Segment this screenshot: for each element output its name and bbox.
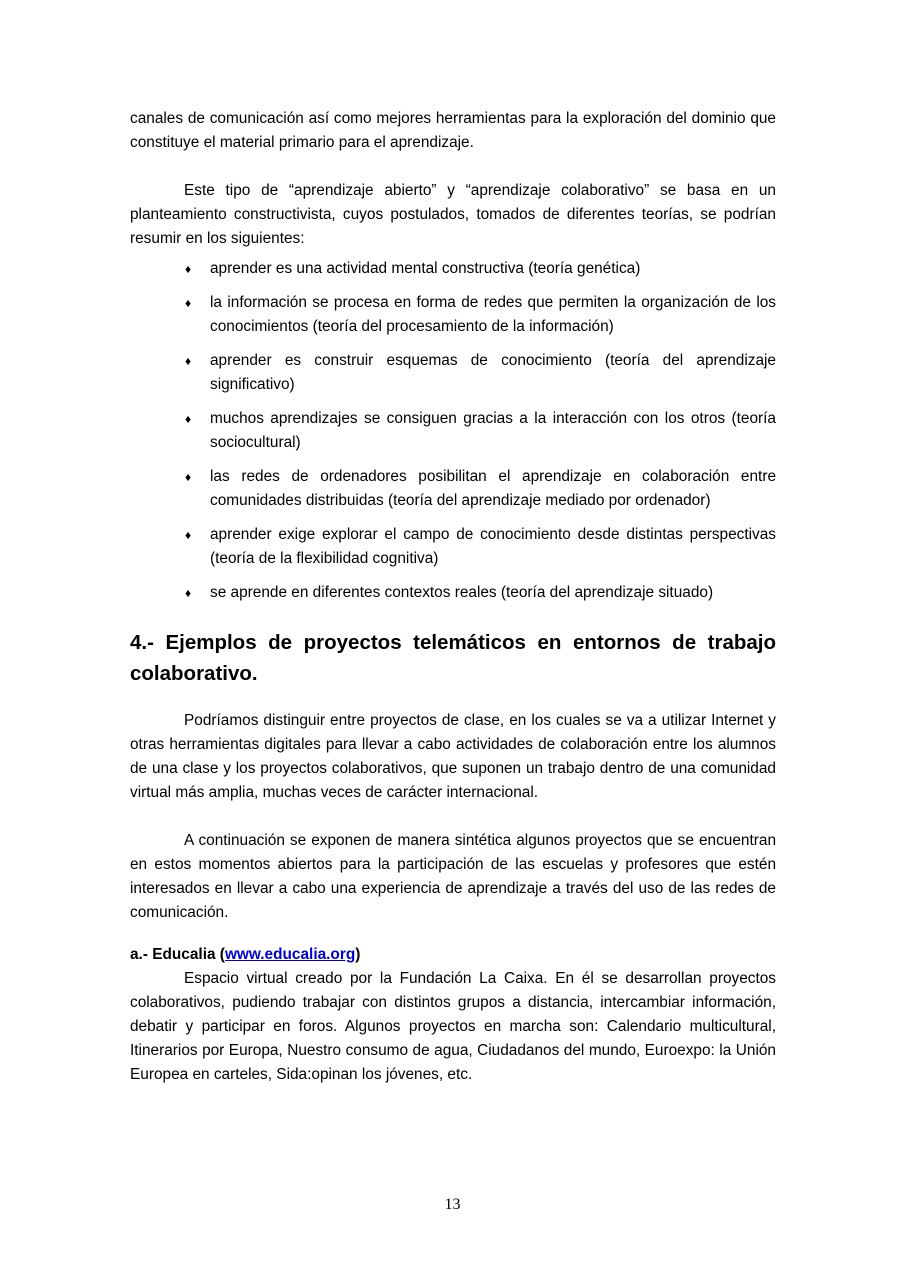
paragraph-project-types: Podríamos distinguir entre proyectos de clase, en los cuales se va a utilizar Internet y otras herramientas digitales para llevar a cabo actividades de colaboración entre los alumnos de una clase y los proyectos colaborativos, que suponen un trabajo dentro de una comunidad virtual más amplia, muchas veces de carácter internacional. [130,712,776,801]
diamond-bullet-icon: ♦ [185,354,192,368]
diamond-bullet-icon: ♦ [185,586,192,600]
diamond-bullet-icon: ♦ [185,412,192,426]
list-item: ♦ muchos aprendizajes se consiguen gracias a la interacción con los otros (teoría sociocultural) [210,407,776,455]
list-item: ♦ las redes de ordenadores posibilitan el aprendizaje en colaboración entre comunidades distribuidas (teoría del aprendizaje mediado por ordenador) [210,465,776,513]
paragraph-constructivist: Este tipo de “aprendizaje abierto” y “aprendizaje colaborativo” se basa en un planteamiento constructivista, cuyos postulados, tomados de diferentes teorías, se podrían resumir en los siguientes: [130,182,776,247]
list-item: ♦ aprender es construir esquemas de conocimiento (teoría del aprendizaje significativo) [210,349,776,397]
paragraph-intro: canales de comunicación así como mejores herramientas para la exploración del dominio que constituye el material primario para el aprendizaje. [130,110,776,151]
document-page [130,107,776,1087]
diamond-bullet-icon: ♦ [185,296,192,310]
page-number: 13 [444,1196,461,1213]
list-item: ♦ aprender exige explorar el campo de conocimiento desde distintas perspectivas (teoría de la flexibilidad cognitiva) [210,523,776,571]
section-heading: 4.- Ejemplos de proyectos telemáticos en entornos de trabajo colaborativo. [130,631,776,685]
diamond-bullet-icon: ♦ [185,528,192,542]
list-item: ♦ se aprende en diferentes contextos reales (teoría del aprendizaje situado) [210,581,776,605]
list-item: ♦ aprender es una actividad mental constructiva (teoría genética) [210,257,776,281]
list-item: ♦ la información se procesa en forma de redes que permiten la organización de los conocimientos (teoría del procesamiento de la información) [210,291,776,339]
educalia-link[interactable]: www.educalia.org [224,946,356,963]
postulates-list [130,257,776,605]
subsection-heading: a.- Educalia (www.educalia.org) [130,946,361,963]
diamond-bullet-icon: ♦ [185,262,192,276]
paragraph-educalia: Espacio virtual creado por la Fundación La Caixa. En él se desarrollan proyectos colaborativos, pudiendo trabajar con distintos grupos a distancia, intercambiar información, debatir y participar en foros. Algunos proyectos en marcha son: Calendario multicultural, Itinerarios por Europa, Nuestro consumo de agua, Ciudadanos del mundo, Euroexpo: la Unión Europea en carteles, Sida:opinan los jóvenes, etc. [130,970,776,1083]
diamond-bullet-icon: ♦ [185,470,192,484]
paragraph-continuation: A continuación se exponen de manera sintética algunos proyectos que se encuentran en estos momentos abiertos para la participación de las escuelas y profesores que estén interesados en llevar a cabo una experiencia de aprendizaje a través del uso de las redes de comunicación. [130,832,776,921]
